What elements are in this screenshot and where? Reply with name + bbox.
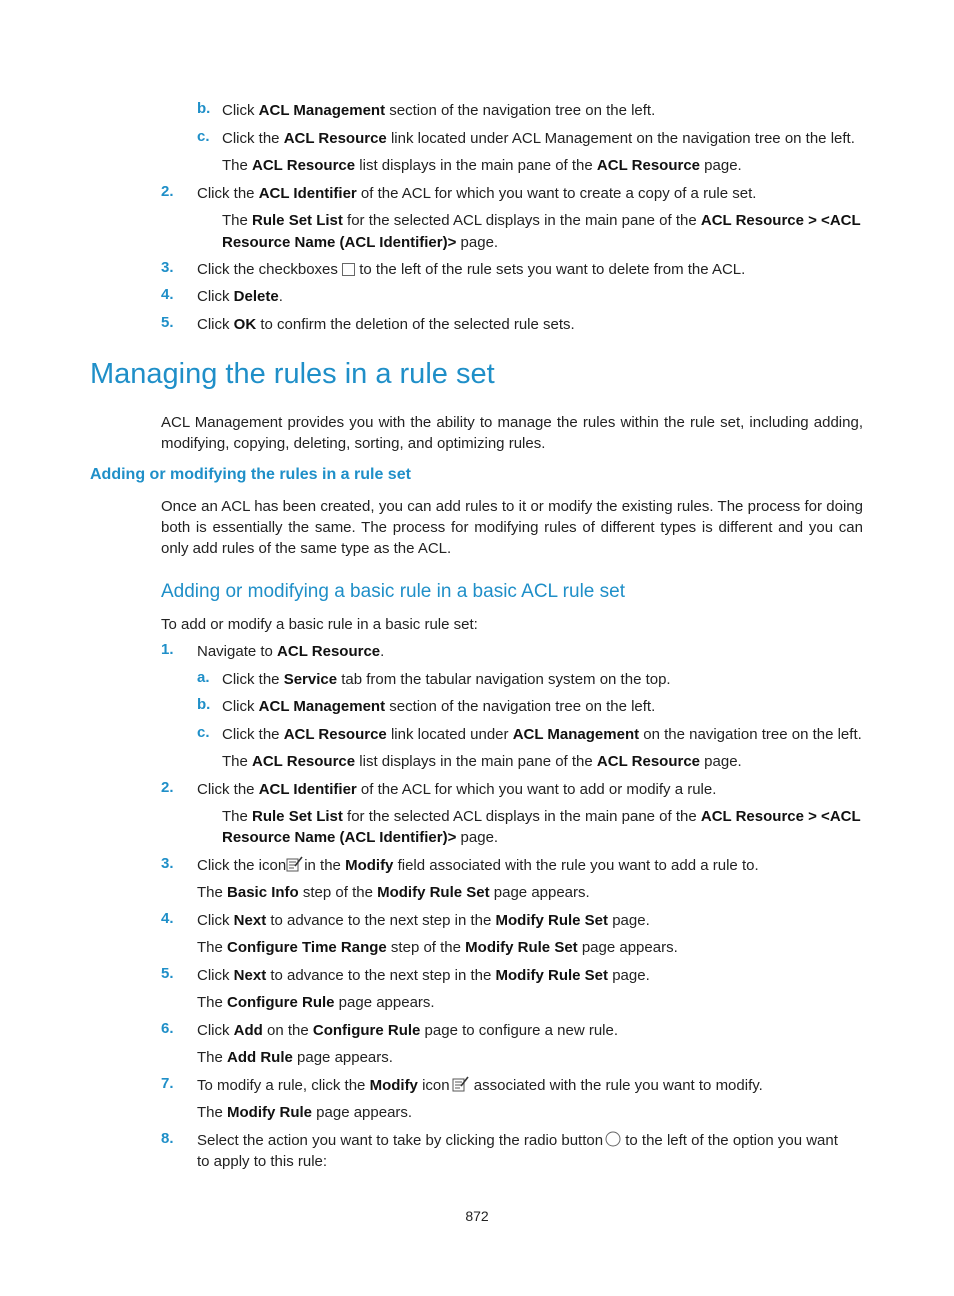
step-marker: a. [197, 669, 210, 686]
radio-button-icon [605, 1131, 621, 1153]
step-text: Click the ACL Identifier of the ACL for which you want to create a copy of a rule set. [197, 185, 757, 202]
page-number: 872 [465, 1208, 489, 1224]
subsection-intro: Once an ACL has been created, you can add rules to it or modify the existing rules. The process for doing both is essentially the same. The process for modifying rules of different types is different and you can only add rules of the same type as the ACL. [161, 498, 863, 557]
step-text: Click the ACL Resource link located under ACL Management on the navigation tree on the left. [222, 130, 855, 147]
edit-icon [286, 856, 304, 878]
step-marker: 4. [161, 286, 174, 303]
step-marker: 8. [161, 1130, 174, 1147]
step-marker: 2. [161, 183, 174, 200]
step-result: The Configure Time Range step of the Modify Rule Set page appears. [197, 939, 678, 956]
step-text: Click Delete. [197, 288, 283, 305]
step-marker: 4. [161, 910, 174, 927]
edit-icon [452, 1076, 470, 1098]
procedure-intro: To add or modify a basic rule in a basic rule set: [161, 616, 478, 633]
step-text: Click Next to advance to the next step in the Modify Rule Set page. [197, 967, 650, 984]
step-marker: 5. [161, 965, 174, 982]
step-marker: b. [197, 696, 211, 713]
step-result: The Add Rule page appears. [197, 1049, 393, 1066]
section-title: Managing the rules in a rule set [90, 358, 495, 390]
step-result: The Modify Rule page appears. [197, 1104, 413, 1121]
step-marker: 2. [161, 779, 174, 796]
checkbox-icon [342, 261, 355, 282]
step-text: Select the action you want to take by clicking the radio button to the left of the option you want [197, 1130, 838, 1153]
step-result: The Basic Info step of the Modify Rule Set page appears. [197, 884, 590, 901]
step-marker: 6. [161, 1020, 174, 1037]
step-text: to apply to this rule: [197, 1153, 328, 1170]
step-marker: 3. [161, 855, 174, 872]
step-marker: c. [197, 724, 210, 741]
step-marker: 7. [161, 1075, 174, 1092]
step-text: Navigate to ACL Resource. [197, 643, 385, 660]
step-result: Resource Name (ACL Identifier)> page. [222, 234, 499, 251]
step-text: To modify a rule, click the Modify icon associated with the rule you want to modify. [197, 1075, 763, 1098]
step-marker: c. [197, 128, 210, 145]
step-result: The Rule Set List for the selected ACL displays in the main pane of the ACL Resource > <ACL [222, 808, 861, 825]
step-result: Resource Name (ACL Identifier)> page. [222, 829, 499, 846]
step-text: Click ACL Management section of the navigation tree on the left. [222, 698, 656, 715]
subsection-title: Adding or modifying the rules in a rule set [90, 466, 411, 483]
step-text: Click the ACL Identifier of the ACL for which you want to add or modify a rule. [197, 781, 717, 798]
step-result: The ACL Resource list displays in the main pane of the ACL Resource page. [222, 157, 742, 174]
step-marker: 1. [161, 641, 174, 658]
step-marker: 3. [161, 259, 174, 276]
step-text: Click the checkboxes to the left of the rule sets you want to delete from the ACL. [197, 259, 745, 282]
step-text: Click Next to advance to the next step in the Modify Rule Set page. [197, 912, 650, 929]
step-result: The ACL Resource list displays in the main pane of the ACL Resource page. [222, 753, 742, 770]
step-text: Click Add on the Configure Rule page to configure a new rule. [197, 1022, 619, 1039]
step-text: Click the ACL Resource link located under ACL Management on the navigation tree on the left. [222, 726, 862, 743]
step-text: Click the icon in the Modify field associated with the rule you want to add a rule to. [197, 855, 759, 878]
step-result: The Configure Rule page appears. [197, 994, 435, 1011]
step-marker: 5. [161, 314, 174, 331]
step-text: Click the Service tab from the tabular navigation system on the top. [222, 671, 671, 688]
subsubsection-title: Adding or modifying a basic rule in a basic ACL rule set [161, 581, 625, 602]
step-text: Click ACL Management section of the navigation tree on the left. [222, 102, 656, 119]
section-intro: ACL Management provides you with the ability to manage the rules within the rule set, including adding, modifying, copying, deleting, sorting, and optimizing rules. [161, 414, 863, 452]
step-result: The Rule Set List for the selected ACL displays in the main pane of the ACL Resource > <ACL [222, 212, 861, 229]
step-text: Click OK to confirm the deletion of the selected rule sets. [197, 316, 575, 333]
step-marker: b. [197, 100, 211, 117]
